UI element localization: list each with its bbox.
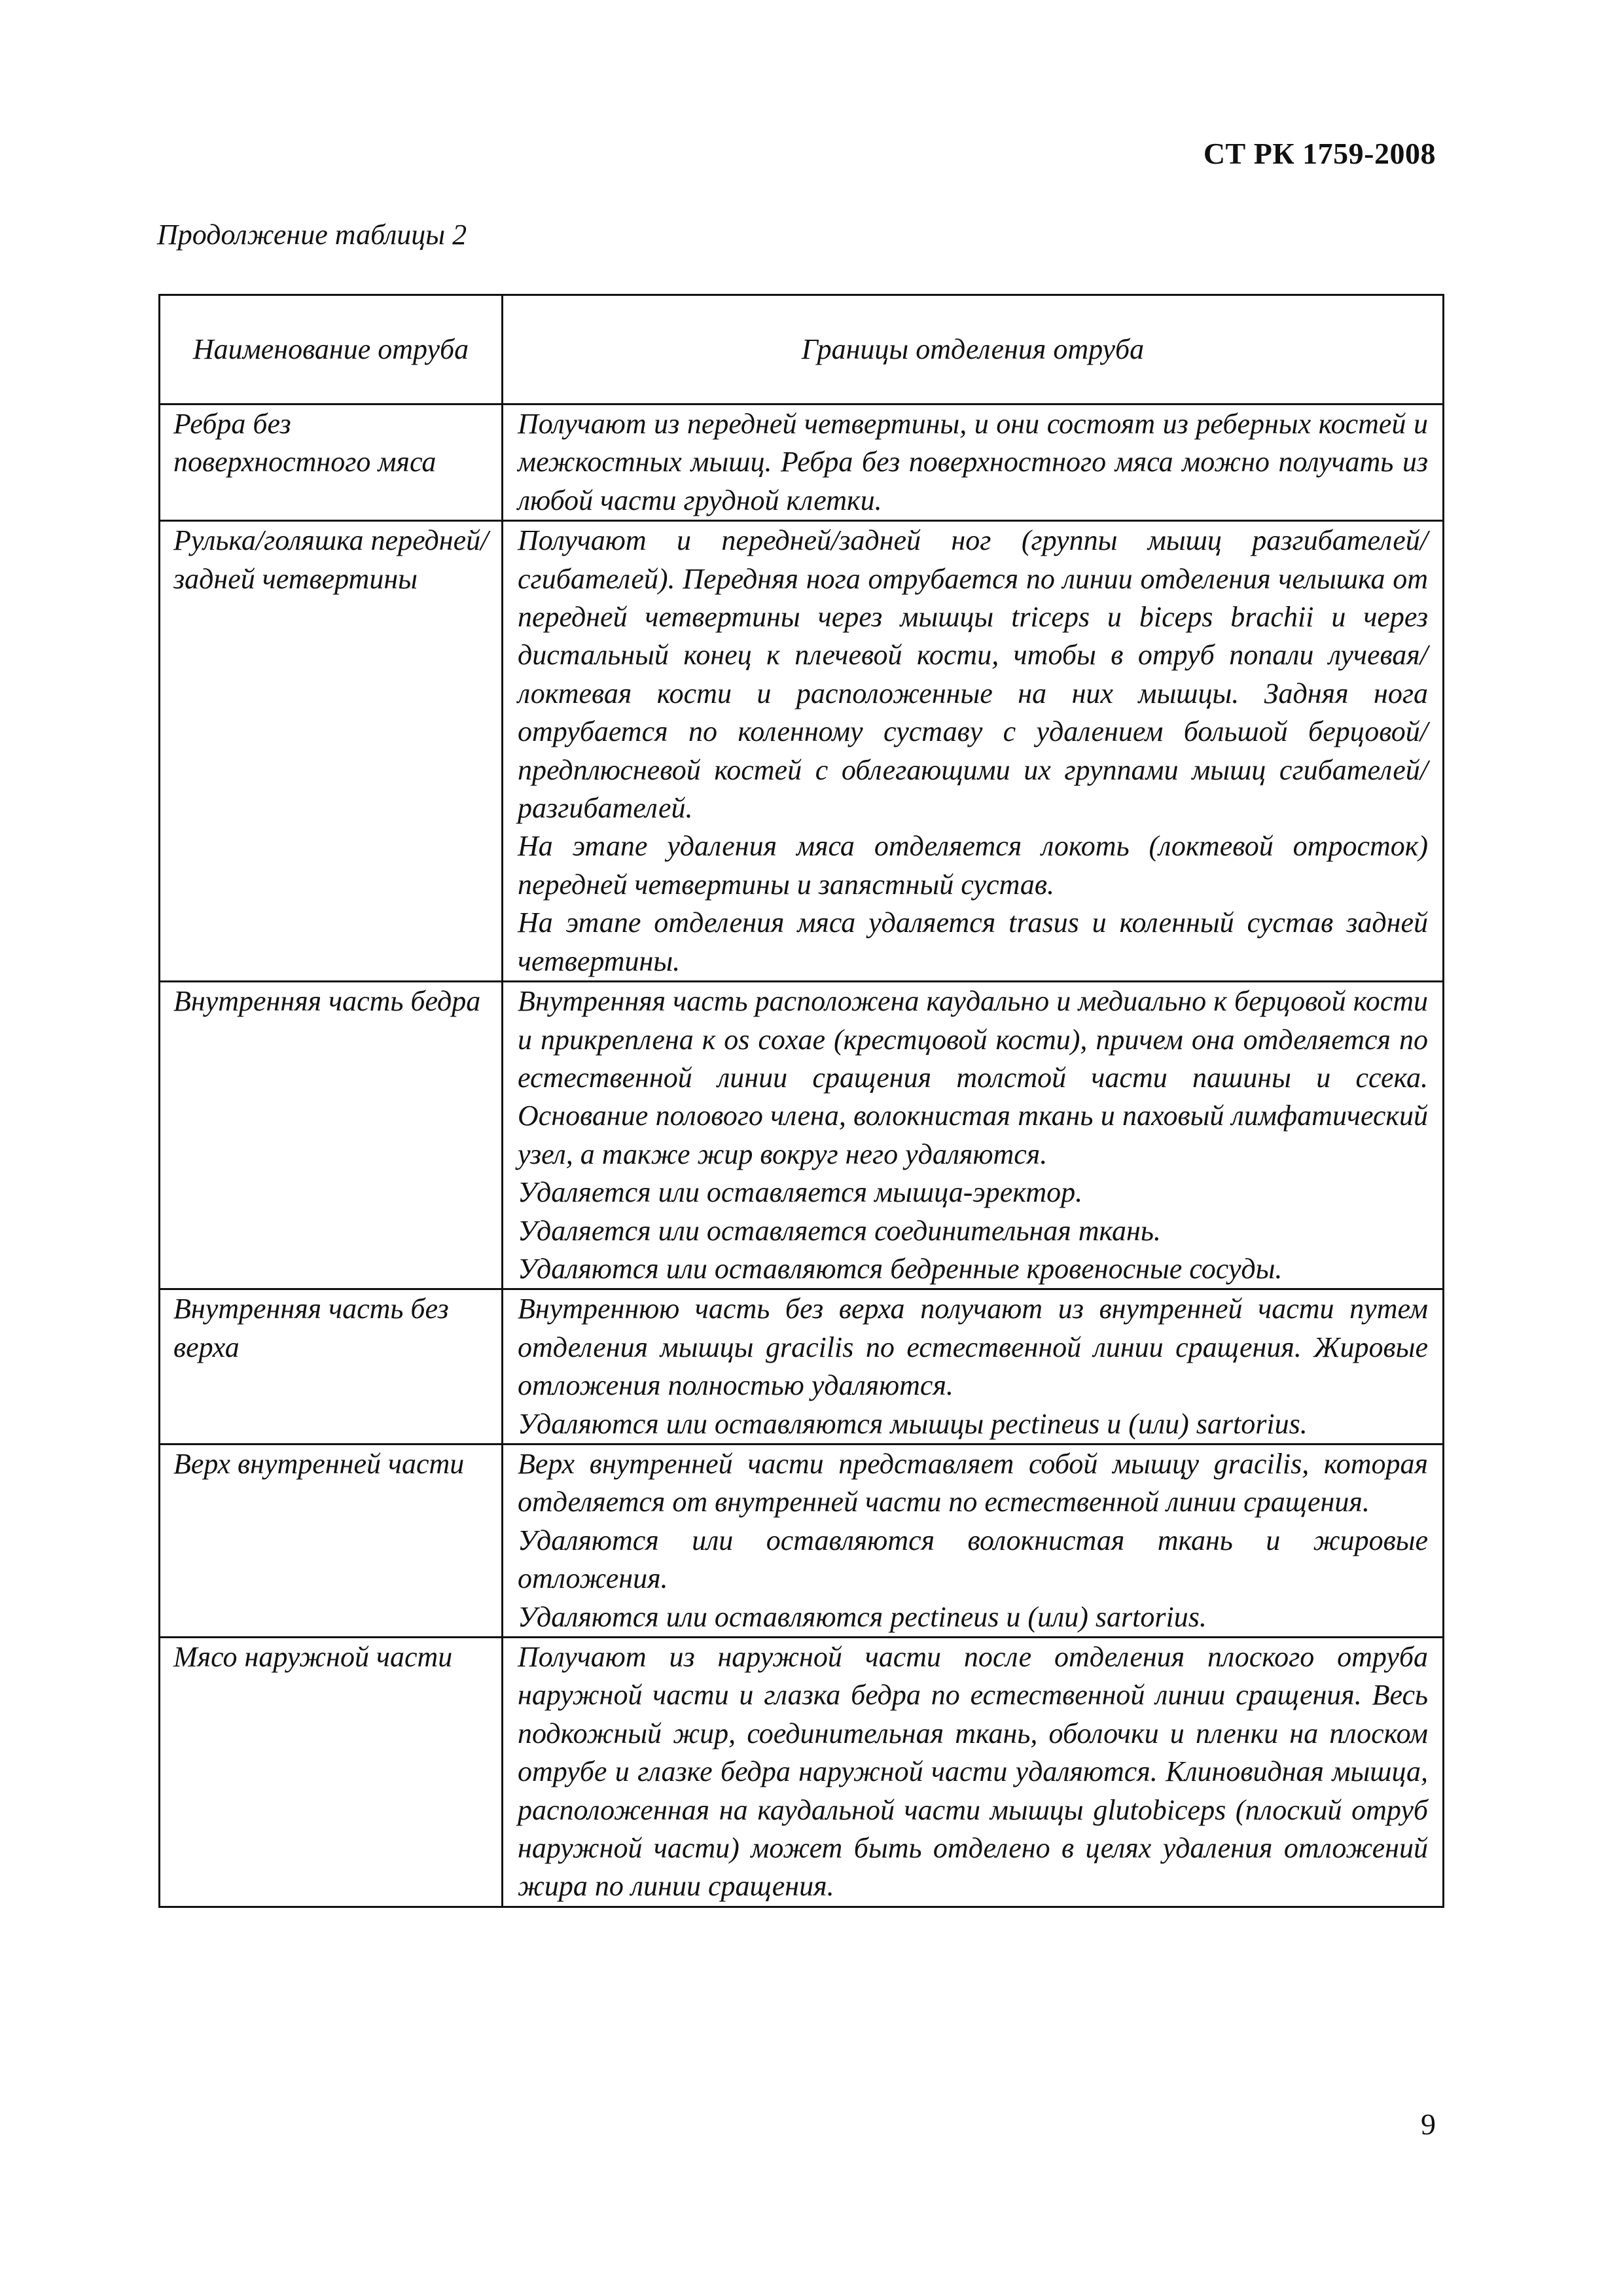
boundary-paragraph: Внутренняя часть расположена каудально и медиально к берцовой кости и прикреплена к os coxae (крестцовой кости), причем она отделяется по естественной линии сращения толстой части пашины и ссека. Основание полового члена, волокнистая ткань и паховый лимфатический узел, а также жир вокруг него удаляются. xyxy=(518,985,1428,1170)
cut-boundary xyxy=(503,1444,1444,1637)
cut-boundary xyxy=(503,404,1444,521)
document-code: СТ РК 1759-2008 xyxy=(1203,137,1436,170)
cut-name: Внутренняя часть без верха xyxy=(160,1289,503,1444)
boundary-paragraph: Удаляются или оставляются бедренные кровеносные сосуды. xyxy=(518,1252,1283,1285)
cuts-table xyxy=(158,294,1444,1908)
boundary-paragraph: Удаляются или оставляются мышцы pectineus и (или) sartorius. xyxy=(518,1407,1308,1440)
cut-boundary xyxy=(503,1638,1444,1907)
header-cut-name: Наименование отруба xyxy=(160,295,503,404)
boundary-paragraph: Удаляются или оставляются pectineus и (или) sartorius. xyxy=(518,1600,1207,1633)
table-row xyxy=(160,1444,1444,1637)
boundary-paragraph: На этапе отделения мяса удаляется trasus и коленный сустав задней четвертины. xyxy=(518,906,1428,977)
cut-boundary xyxy=(503,982,1444,1289)
boundary-paragraph: Удаляются или оставляются волокнистая ткань и жировые отложения. xyxy=(518,1524,1428,1595)
table-header-row xyxy=(160,295,1444,404)
boundary-paragraph: Удаляется или оставляется соединительная ткань. xyxy=(518,1214,1161,1247)
table-continuation-label: Продолжение таблицы 2 xyxy=(157,219,467,251)
boundary-paragraph: Удаляется или оставляется мышца-эректор. xyxy=(518,1176,1083,1209)
table-row xyxy=(160,521,1444,982)
cut-boundary xyxy=(503,1289,1444,1444)
table-row xyxy=(160,982,1444,1289)
cut-name: Рулька/голяшка передней/задней четвертины xyxy=(160,521,503,982)
page-number: 9 xyxy=(1421,2108,1436,2141)
header-cut-boundary: Границы отделения отруба xyxy=(503,295,1444,404)
cut-name: Внутренняя часть бедра xyxy=(160,982,503,1289)
cut-boundary xyxy=(503,521,1444,982)
boundary-paragraph: Получают из наружной части после отделения плоского отруба наружной части и глазка бедра по естественной линии сращения. Весь подкожный жир, соединительная ткань, оболочки и пленки на плоском отрубе и глазке бедра наружной части удаляются. Клиновидная мышца, расположенная на каудальной части мышцы glutobiceps (плоский отруб наружной части) может быть отделено в целях удаления отложений жира по линии сращения. xyxy=(518,1641,1428,1903)
boundary-paragraph: Получают из передней четвертины, и они состоят из реберных костей и межкостных мышц. Ребра без поверхностного мяса можно получать из любой части грудной клетки. xyxy=(518,408,1428,516)
boundary-paragraph: На этапе удаления мяса отделяется локоть (локтевой отросток) передней четвертины и запястный сустав. xyxy=(518,830,1428,901)
table-row xyxy=(160,1638,1444,1907)
cut-name: Ребра без поверхностного мяса xyxy=(160,404,503,521)
cut-name: Верх внутренней части xyxy=(160,1444,503,1637)
boundary-paragraph: Получают и передней/задней ног (группы мышц разгибателей/сгибателей). Передняя нога отрубается по линии отделения челышка от передней четвертины через мышцы triceps и biceps brachii и через дистальный конец к плечевой кости, чтобы в отруб попали лучевая/локтевая кости и расположенные на них мышцы. Задняя нога отрубается по коленному суставу с удалением большой берцовой/предплюсневой костей с облегающими их группами мышц сгибателей/разгибателей. xyxy=(518,524,1428,825)
table-row xyxy=(160,1289,1444,1444)
cut-name: Мясо наружной части xyxy=(160,1638,503,1907)
boundary-paragraph: Верх внутренней части представляет собой мышцу gracilis, которая отделяется от внутренней части по естественной линии сращения. xyxy=(518,1447,1428,1518)
table-row xyxy=(160,404,1444,521)
boundary-paragraph: Внутреннюю часть без верха получают из внутренней части путем отделения мышцы gracilis по естественной линии сращения. Жировые отложения полностью удаляются. xyxy=(518,1293,1428,1402)
